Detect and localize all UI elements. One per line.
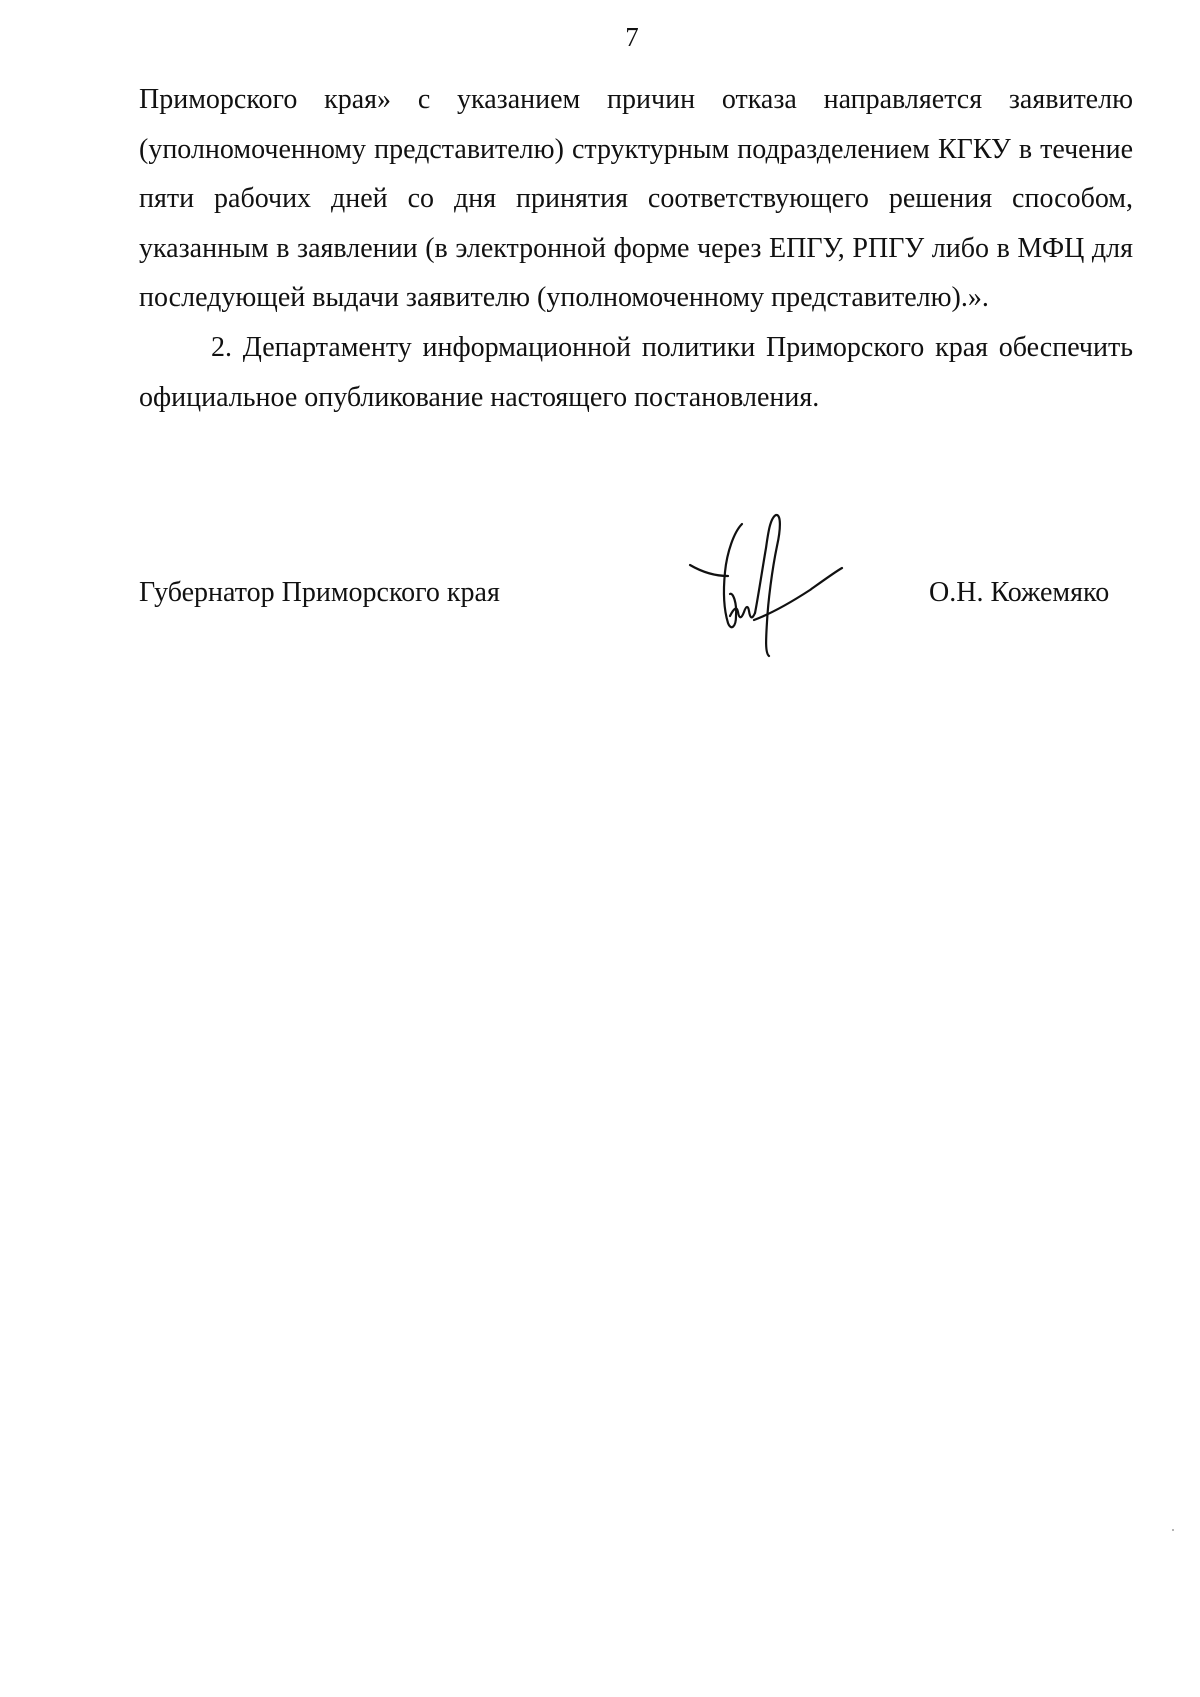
paragraph-continuation: Приморского края» с указанием причин отказа направляется заявителю (уполномоченному представителю) структурным подразделением КГКУ в течение пяти рабочих дней со дня принятия соответствующего решения способом, указанным в заявлении (в электронной форме через ЕПГУ, РПГУ либо в МФЦ для последующей выдачи заявителю (уполномоченному представителю).». — [139, 84, 1133, 314]
signature-block — [0, 510, 1200, 660]
scan-speck — [1172, 1529, 1174, 1531]
handwritten-signature — [680, 510, 860, 660]
signer-name: О.Н. Кожемяко — [929, 577, 1110, 608]
signer-title: Губернатор Приморского края — [139, 577, 500, 608]
document-body — [139, 75, 1133, 422]
page-number: 7 — [625, 22, 639, 52]
paragraph-item-2: 2. Департаменту информационной политики Приморского края обеспечить официальное опубликование настоящего постановления. — [139, 331, 1133, 413]
